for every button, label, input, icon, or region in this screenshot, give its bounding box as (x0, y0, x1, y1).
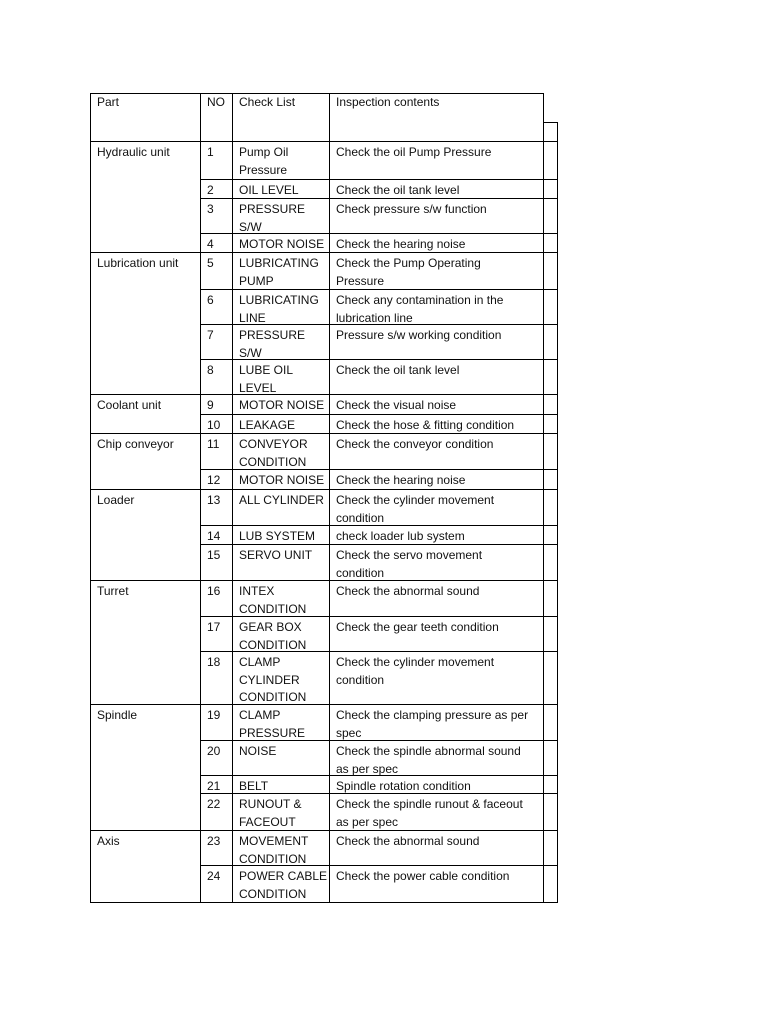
part-cell: Chip conveyor (97, 437, 174, 451)
no-cell: 3 (207, 202, 214, 216)
header-no: NO (207, 95, 225, 109)
header-check-list: Check List (239, 95, 296, 109)
group-separator (90, 394, 558, 395)
check-cell: RUNOUT & FACEOUT (239, 797, 302, 829)
inspection-cell: Check the oil Pump Pressure (336, 145, 492, 159)
part-cell: Coolant unit (97, 398, 162, 412)
inspection-cell: Check the conveyor condition (336, 437, 494, 451)
check-cell: BELT (239, 779, 269, 793)
inspection-cell: Check the Pump Operating Pressure (336, 256, 481, 288)
inspection-cell: Check the spindle abnormal sound as per spec (336, 744, 521, 776)
inspection-cell: Check the spindle runout & faceout as per spec (336, 797, 523, 829)
no-cell: 16 (207, 584, 221, 598)
no-cell: 6 (207, 293, 214, 307)
part-cell: Loader (97, 493, 135, 507)
inspection-cell: Check the cylinder movement condition (336, 655, 495, 687)
check-cell: CLAMP CYLINDER CONDITION (239, 655, 307, 704)
no-cell: 4 (207, 237, 214, 251)
inspection-cell: Check the abnormal sound (336, 584, 480, 598)
col-divider-inspection (329, 93, 330, 903)
inspection-cell: Check pressure s/w function (336, 202, 487, 216)
check-cell: MOVEMENT CONDITION (239, 834, 309, 866)
no-cell: 23 (207, 834, 221, 848)
inspection-cell: Check the hose & fitting condition (336, 418, 515, 432)
header-part: Part (97, 95, 120, 109)
no-cell: 12 (207, 473, 221, 487)
inspection-cell: Spindle rotation condition (336, 779, 471, 793)
header-bottom-line (90, 141, 558, 142)
inspection-table (90, 93, 557, 903)
check-cell: MOTOR NOISE (239, 473, 325, 487)
no-cell: 15 (207, 548, 221, 562)
table-extra-col-top (543, 122, 558, 123)
part-cell: Axis (97, 834, 120, 848)
row-separator (200, 179, 558, 180)
check-cell: CLAMP PRESSURE (239, 708, 306, 740)
inspection-cell: Check the power cable condition (336, 869, 510, 883)
check-cell: MOTOR NOISE (239, 237, 325, 251)
check-cell: LUBE OIL LEVEL (239, 363, 294, 395)
inspection-cell: Check the visual noise (336, 398, 457, 412)
no-cell: 22 (207, 797, 221, 811)
part-cell: Hydraulic unit (97, 145, 170, 159)
no-cell: 19 (207, 708, 221, 722)
check-cell: NOISE (239, 744, 277, 758)
check-cell: INTEX CONDITION (239, 584, 307, 616)
no-cell: 7 (207, 328, 214, 342)
check-cell: MOTOR NOISE (239, 398, 325, 412)
no-cell: 2 (207, 183, 214, 197)
inspection-cell: Check the hearing noise (336, 473, 466, 487)
no-cell: 13 (207, 493, 221, 507)
col-divider-extra (543, 93, 544, 903)
check-cell: PRESSURE S/W (239, 328, 306, 360)
table-border-top (90, 93, 544, 94)
col-divider-check (232, 93, 233, 903)
no-cell: 21 (207, 779, 221, 793)
check-cell: Pump Oil Pressure (239, 145, 289, 177)
inspection-cell: check loader lub system (336, 529, 465, 543)
table-border-left (90, 93, 91, 903)
check-cell: LUBRICATING LINE (239, 293, 319, 325)
no-cell: 18 (207, 655, 221, 669)
no-cell: 14 (207, 529, 221, 543)
inspection-cell: Check the oil tank level (336, 363, 460, 377)
no-cell: 9 (207, 398, 214, 412)
check-cell: LUB SYSTEM (239, 529, 316, 543)
no-cell: 24 (207, 869, 221, 883)
check-cell: POWER CABLE CONDITION (239, 869, 328, 901)
header-inspection: Inspection contents (336, 95, 440, 109)
inspection-cell: Check the hearing noise (336, 237, 466, 251)
group-separator (90, 704, 558, 705)
inspection-cell: Check any contamination in the lubrication line (336, 293, 504, 325)
inspection-cell: Check the servo movement condition (336, 548, 483, 580)
group-separator (90, 580, 558, 581)
check-cell: LUBRICATING PUMP (239, 256, 319, 288)
inspection-cell: Check the cylinder movement condition (336, 493, 495, 525)
col-divider-no (200, 93, 201, 903)
no-cell: 10 (207, 418, 221, 432)
part-cell: Lubrication unit (97, 256, 179, 270)
no-cell: 8 (207, 363, 214, 377)
check-cell: SERVO UNIT (239, 548, 313, 562)
inspection-cell: Pressure s/w working condition (336, 328, 502, 342)
no-cell: 17 (207, 620, 221, 634)
check-cell: LEAKAGE (239, 418, 296, 432)
no-cell: 11 (207, 437, 220, 451)
table-border-right (557, 122, 558, 903)
no-cell: 1 (207, 145, 214, 159)
check-cell: ALL CYLINDER (239, 493, 324, 507)
inspection-cell: Check the gear teeth condition (336, 620, 499, 634)
check-cell: PRESSURE S/W (239, 202, 306, 234)
check-cell: CONVEYOR CONDITION (239, 437, 308, 469)
check-cell: OIL LEVEL (239, 183, 299, 197)
inspection-cell: Check the oil tank level (336, 183, 460, 197)
check-cell: GEAR BOX CONDITION (239, 620, 307, 652)
part-cell: Spindle (97, 708, 138, 722)
inspection-cell: Check the abnormal sound (336, 834, 480, 848)
no-cell: 5 (207, 256, 214, 270)
no-cell: 20 (207, 744, 221, 758)
inspection-cell: Check the clamping pressure as per spec (336, 708, 529, 740)
part-cell: Turret (97, 584, 129, 598)
